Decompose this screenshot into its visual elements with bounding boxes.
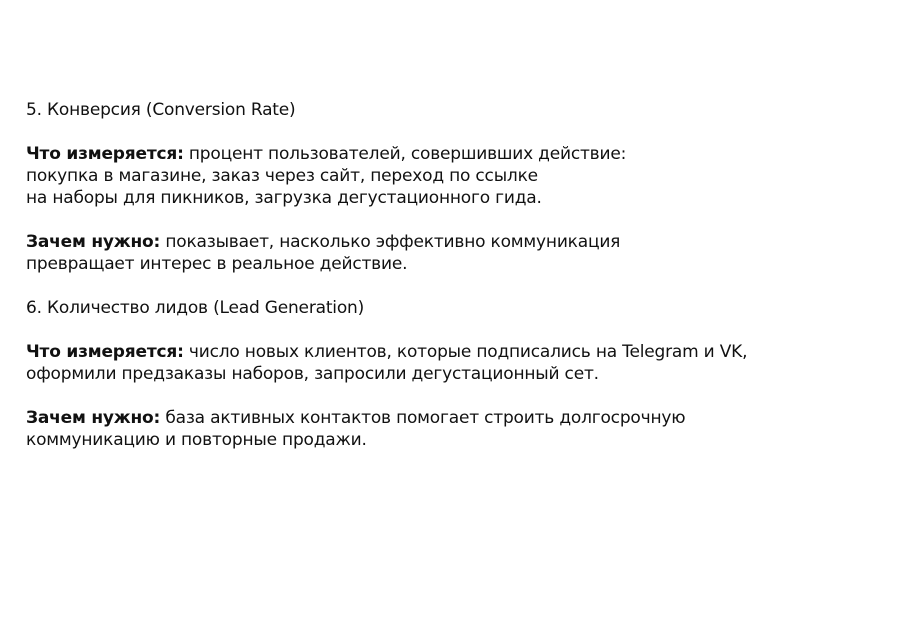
measure-line — [26, 341, 886, 363]
why-text: коммуникацию и повторные продажи. — [26, 430, 367, 450]
why-text: превращает интерес в реальное действие. — [26, 254, 408, 274]
document-page — [26, 99, 886, 451]
spacer — [26, 385, 886, 407]
why-text: показывает, насколько эффективно коммуникация — [160, 232, 621, 252]
spacer — [26, 319, 886, 341]
spacer — [26, 275, 886, 297]
measure-text: оформили предзаказы наборов, запросили дегустационный сет. — [26, 364, 599, 384]
spacer — [26, 209, 886, 231]
measure-label: Что измеряется: — [26, 144, 184, 164]
why-line — [26, 407, 886, 429]
section-title: 6. Количество лидов (Lead Generation) — [26, 298, 365, 318]
measure-text: на наборы для пикников, загрузка дегустационного гида. — [26, 188, 542, 208]
why-label: Зачем нужно: — [26, 408, 161, 428]
measure-paragraph — [26, 143, 886, 209]
spacer — [26, 121, 886, 143]
measure-line — [26, 143, 886, 165]
why-text: база активных контактов помогает строить долгосрочную — [160, 408, 686, 428]
why-paragraph — [26, 231, 886, 275]
why-paragraph — [26, 407, 886, 451]
section-conversion — [26, 99, 886, 275]
measure-label: Что измеряется: — [26, 342, 184, 362]
measure-paragraph — [26, 341, 886, 385]
measure-text: число новых клиентов, которые подписались на Telegram и VK, — [183, 342, 748, 362]
section-lead-generation — [26, 297, 886, 451]
measure-text: покупка в магазине, заказ через сайт, переход по ссылке — [26, 166, 538, 186]
section-title: 5. Конверсия (Conversion Rate) — [26, 100, 296, 120]
why-label: Зачем нужно: — [26, 232, 161, 252]
why-line — [26, 231, 886, 253]
measure-text: процент пользователей, совершивших действие: — [183, 144, 627, 164]
